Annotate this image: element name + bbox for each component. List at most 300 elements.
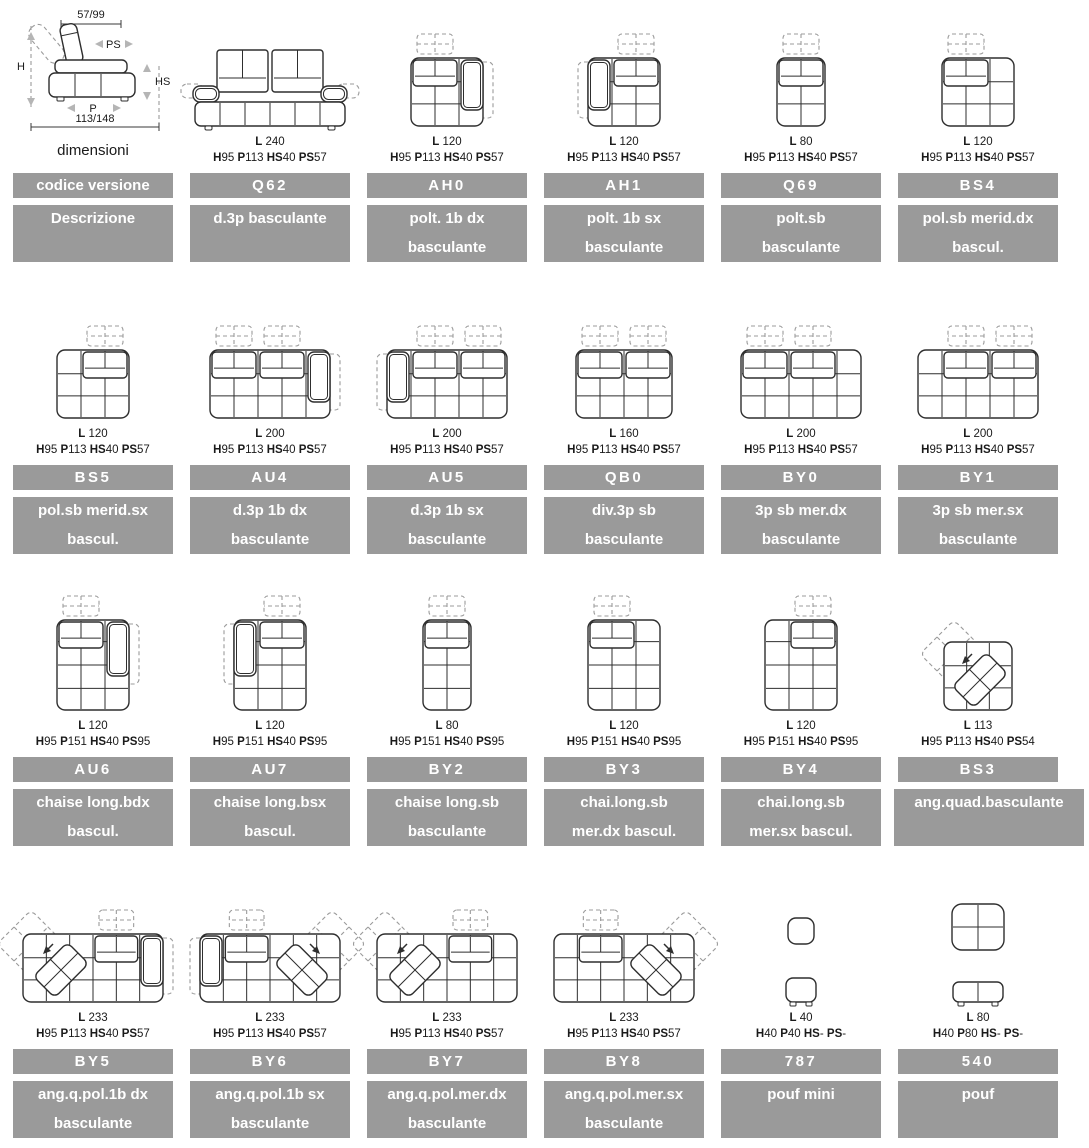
length-dimension (190, 134, 350, 150)
length-dimension (13, 1010, 173, 1026)
dimensions (898, 718, 1058, 750)
spec-dimensions (190, 1026, 350, 1042)
dim-value: 113 (68, 1028, 87, 1040)
product-cell-by7 (367, 884, 527, 1138)
description-badge (544, 497, 704, 554)
dim-value: 120 (796, 720, 816, 732)
dim-value: 120 (973, 136, 993, 148)
dim-value: 200 (442, 428, 462, 440)
description-line: 3p sb mer.dx (755, 502, 847, 519)
dim-label: P (237, 736, 245, 748)
dim-value: 95 (44, 736, 57, 748)
dim-label: P (237, 1028, 246, 1040)
dim-value: 57 (314, 152, 327, 164)
dimensions (13, 426, 173, 458)
top-view-chaise-arm-left-diagram (190, 592, 350, 716)
dim-value: 95 (398, 152, 412, 164)
dim-label: PS (826, 1028, 843, 1040)
dim-label: P (945, 444, 954, 456)
product-cell-by1 (898, 300, 1058, 554)
dim-label: H (35, 736, 45, 748)
length-dimension (721, 1010, 881, 1026)
dim-value: 95 (221, 152, 235, 164)
dim-label: L (78, 720, 86, 732)
dim-label: L (609, 428, 617, 440)
dim-label: HS (620, 152, 637, 164)
dim-value: 57 (845, 444, 858, 456)
dim-value: 95 (314, 736, 328, 748)
dimensions (190, 718, 350, 750)
spec-dimensions (190, 734, 350, 750)
dim-value: 57 (491, 152, 504, 164)
dimensions (13, 718, 173, 750)
spec-dimensions (544, 1026, 704, 1042)
dim-value: 40 (459, 444, 473, 456)
version-code-badge: BS4 (898, 173, 1058, 198)
description-line: chai.long.sb (757, 794, 845, 811)
svg-text:H: H (17, 61, 25, 73)
top-view-sofa-2back-arm-left-diagram (367, 300, 527, 424)
dim-label: L (789, 1012, 797, 1024)
dim-label: HS (266, 1028, 283, 1040)
description-badge (544, 789, 704, 846)
product-cell-by8 (544, 884, 704, 1138)
description-badge (898, 497, 1058, 554)
dim-value: 160 (619, 428, 639, 440)
dim-value: 120 (619, 720, 639, 732)
dim-value: 40 (799, 1012, 813, 1024)
product-cell-bs5 (13, 300, 173, 554)
dimensions (367, 1010, 527, 1042)
product-cell-au7 (190, 592, 350, 846)
dim-value: 57 (491, 1028, 504, 1040)
dim-value: 95 (575, 736, 588, 748)
spec-dimensions (544, 150, 704, 166)
dim-value: 233 (88, 1012, 108, 1024)
spec-dimensions (367, 1026, 527, 1042)
version-code-badge: Q69 (721, 173, 881, 198)
dim-value: 113 (245, 444, 264, 456)
dimensions (544, 1010, 704, 1042)
dimensions (721, 426, 881, 458)
dim-label: P (768, 736, 776, 748)
top-view-chaise-meridienne-right-diagram (544, 592, 704, 716)
length-dimension (13, 426, 173, 442)
dim-value: 113 (422, 444, 441, 456)
dim-label: PS (475, 152, 492, 164)
description-line: polt.sb (776, 210, 826, 227)
dim-value: 40 (105, 444, 119, 456)
dim-value: 40 (105, 1028, 119, 1040)
dim-label: L (963, 428, 971, 440)
version-code-badge: Q62 (190, 173, 350, 198)
dim-value: 40 (106, 736, 119, 748)
dim-label: P (945, 736, 954, 748)
dim-label: PS (475, 1028, 492, 1040)
length-dimension (721, 134, 881, 150)
front-view-3-seater-tilting-diagram (190, 8, 350, 132)
dim-value: 40 (459, 152, 473, 164)
description-badge (544, 205, 704, 262)
dim-label: PS (298, 444, 315, 456)
dim-label: PS (1006, 736, 1023, 748)
length-dimension (721, 718, 881, 734)
dim-label: PS (122, 736, 138, 748)
length-dimension (898, 426, 1058, 442)
dim-label: L (966, 1012, 974, 1024)
dim-label: PS (298, 152, 315, 164)
dim-label: HS (797, 444, 814, 456)
svg-text:57/99: 57/99 (77, 9, 105, 21)
product-cell-ah1 (544, 8, 704, 262)
dim-value: 233 (265, 1012, 285, 1024)
dim-value: - (1019, 1028, 1024, 1040)
dim-value: 57 (314, 1028, 327, 1040)
product-cell-bs4 (898, 8, 1058, 262)
dimensions (898, 426, 1058, 458)
dim-value: 151 (244, 736, 264, 748)
dim-value: 40 (282, 152, 296, 164)
dim-value: 57 (845, 152, 858, 164)
description-badge (721, 497, 881, 554)
dim-value: 40 (941, 1028, 954, 1040)
description-line: pouf mini (767, 1086, 835, 1103)
dim-label: H (390, 152, 399, 164)
dim-value: 113 (245, 1028, 264, 1040)
dim-value: 113 (599, 152, 618, 164)
dimensions (13, 1010, 173, 1042)
product-cell-au4 (190, 300, 350, 554)
dim-value: 95 (575, 1028, 589, 1040)
description-line: 3p sb mer.sx (932, 502, 1024, 519)
dim-value: 80 (799, 136, 813, 148)
dim-value: 95 (668, 736, 682, 748)
dim-value: 95 (44, 444, 58, 456)
description-badge (190, 1081, 350, 1138)
dim-label: L (78, 428, 86, 440)
dim-value: 113 (953, 736, 972, 748)
dim-label: P (237, 152, 246, 164)
description-badge (721, 205, 881, 262)
description-line: bascul. (244, 823, 296, 840)
version-code-badge: AU5 (367, 465, 527, 490)
dim-value: 80 (964, 1028, 978, 1040)
dim-label: L (432, 428, 440, 440)
description-line: d.3p 1b sx (410, 502, 484, 519)
dim-label: L (789, 136, 797, 148)
top-view-sofa-meridienne-right-diagram (721, 300, 881, 424)
description-line: polt. 1b sx (586, 210, 662, 227)
dim-label: HS (974, 152, 991, 164)
version-code-badge: 787 (721, 1049, 881, 1074)
dim-label: PS (475, 444, 492, 456)
dim-value: 40 (636, 1028, 650, 1040)
description-line: bascul. (67, 531, 119, 548)
product-cell-540 (898, 884, 1058, 1138)
spec-dimensions (721, 734, 881, 750)
dim-value: 120 (265, 720, 285, 732)
top-view-chaise-meridienne-left-diagram (721, 592, 881, 716)
description-line: basculante (407, 823, 487, 840)
dim-value: 40 (283, 736, 296, 748)
dim-value: 113 (953, 444, 972, 456)
dim-value: 57 (1022, 152, 1035, 164)
description-header-label: Descrizione (50, 210, 136, 227)
dimensions (721, 1010, 881, 1042)
top-view-meridienne-right-diagram (898, 8, 1058, 132)
dim-value: 120 (619, 136, 639, 148)
dimensions (544, 718, 704, 750)
dim-label: HS (443, 444, 460, 456)
version-code-badge: BY1 (898, 465, 1058, 490)
description-badge (894, 789, 1084, 846)
dim-label: PS (298, 1028, 315, 1040)
dim-label: PS (653, 736, 669, 748)
dim-label: P (957, 1028, 965, 1040)
dim-value: 40 (282, 444, 296, 456)
description-line: basculante (53, 1115, 133, 1132)
pouf-mini-views-diagram (721, 884, 881, 1008)
product-cell-by3 (544, 592, 704, 846)
dim-label: PS (830, 736, 846, 748)
description-line: chaise long.sb (394, 794, 500, 811)
description-line: basculante (938, 531, 1018, 548)
dim-label: L (609, 720, 617, 732)
dimensions (190, 1010, 350, 1042)
dim-value: 95 (491, 736, 505, 748)
product-cell-by6 (190, 884, 350, 1138)
dim-value: 95 (575, 444, 589, 456)
dim-value: 151 (775, 736, 795, 748)
svg-text:HS: HS (155, 76, 171, 88)
dim-label: L (786, 720, 794, 732)
dim-label: L (963, 136, 971, 148)
dim-label: HS (89, 444, 106, 456)
top-view-meridienne-left-diagram (13, 300, 173, 424)
svg-text:P: P (89, 103, 97, 115)
dim-value: 95 (752, 736, 765, 748)
spec-dimensions (898, 150, 1058, 166)
description-line: d.3p 1b dx (232, 502, 308, 519)
version-code-badge: AH0 (367, 173, 527, 198)
version-code-badge: BY2 (367, 757, 527, 782)
dimensions (721, 134, 881, 166)
spec-dimensions (898, 1026, 1058, 1042)
description-badge (367, 1081, 527, 1138)
dim-label: H (921, 444, 930, 456)
dim-value: 200 (796, 428, 816, 440)
dim-label: H (213, 152, 222, 164)
description-line: pouf (961, 1086, 995, 1103)
length-dimension (544, 1010, 704, 1026)
version-code-badge: BS5 (13, 465, 173, 490)
top-view-corner-armchair-arm-left-diagram (190, 884, 350, 1008)
dim-value: 113 (776, 152, 795, 164)
dim-value: 95 (398, 444, 412, 456)
top-view-corner-meridienne-right-diagram (367, 884, 527, 1008)
description-badge (898, 1081, 1058, 1138)
spec-dimensions (367, 150, 527, 166)
product-cell-bs3 (898, 592, 1064, 846)
dim-value: - (819, 1028, 824, 1040)
version-code-badge: BY5 (13, 1049, 173, 1074)
dim-value: 113 (422, 152, 441, 164)
dim-label: P (591, 736, 599, 748)
dim-value: 95 (929, 736, 943, 748)
top-view-corner-meridienne-left-diagram (544, 884, 704, 1008)
dim-label: HS (443, 152, 460, 164)
description-line: mer.sx bascul. (749, 823, 853, 840)
dim-value: 113 (422, 1028, 441, 1040)
version-code-badge: BY0 (721, 465, 881, 490)
description-badge (721, 1081, 881, 1138)
dim-value: 80 (976, 1012, 990, 1024)
dim-value: 40 (636, 152, 650, 164)
dim-value: 120 (88, 428, 108, 440)
dim-value: 57 (137, 444, 150, 456)
dim-label: L (435, 720, 443, 732)
top-view-chaise-arm-right-diagram (13, 592, 173, 716)
dim-value: 95 (929, 152, 943, 164)
description-line: basculante (584, 1115, 664, 1132)
description-line: basculante (407, 239, 487, 256)
dimensions (367, 134, 527, 166)
dim-value: 40 (636, 444, 650, 456)
description-line: ang.q.pol.1b dx (37, 1086, 148, 1103)
description-line: ang.q.pol.mer.dx (387, 1086, 507, 1103)
dim-label: H (921, 152, 930, 164)
top-view-armchair-arm-right-diagram (367, 8, 527, 132)
dim-label: P (60, 736, 68, 748)
code-header-badge: codice versione (13, 173, 173, 198)
length-dimension (898, 718, 1058, 734)
dim-label: PS (829, 444, 846, 456)
dim-label: P (414, 152, 423, 164)
description-badge (13, 1081, 173, 1138)
description-line: ang.quad.basculante (914, 794, 1064, 811)
description-line: basculante (584, 531, 664, 548)
dim-label: P (945, 152, 954, 164)
dim-label: HS (974, 736, 991, 748)
dim-label: HS (90, 736, 107, 748)
dim-label: L (255, 428, 263, 440)
dim-label: H (921, 736, 930, 748)
dim-value: 95 (845, 736, 859, 748)
dim-label: H (567, 1028, 576, 1040)
length-dimension (367, 718, 527, 734)
spec-dimensions (721, 150, 881, 166)
description-line: d.3p basculante (213, 210, 327, 227)
dim-label: H (390, 444, 399, 456)
product-cell-by2 (367, 592, 527, 846)
dim-value: 57 (1022, 444, 1035, 456)
dim-value: 40 (459, 1028, 473, 1040)
dim-label: P (591, 1028, 600, 1040)
dim-label: H (212, 736, 222, 748)
dim-value: 151 (421, 736, 441, 748)
legend-cell (13, 8, 173, 262)
dim-value: - (842, 1028, 847, 1040)
spec-dimensions (190, 442, 350, 458)
dim-value: 40 (787, 1028, 801, 1040)
dim-value: 95 (575, 152, 589, 164)
description-line: polt. 1b dx (409, 210, 485, 227)
top-view-corner-armchair-arm-right-diagram (13, 884, 173, 1008)
dim-label: PS (121, 444, 138, 456)
dim-label: L (432, 136, 440, 148)
dim-value: 200 (265, 428, 285, 440)
description-line: basculante (407, 1115, 487, 1132)
dim-value: 57 (668, 1028, 681, 1040)
dim-value: 95 (929, 444, 943, 456)
dim-value: 200 (973, 428, 993, 440)
version-code-badge: BY6 (190, 1049, 350, 1074)
dim-label: P (414, 1028, 423, 1040)
spec-dimensions (544, 442, 704, 458)
dim-value: 57 (137, 1028, 150, 1040)
description-line: ang.q.pol.1b sx (215, 1086, 325, 1103)
spec-dimensions (367, 734, 527, 750)
dim-label: H (743, 736, 753, 748)
length-dimension (721, 426, 881, 442)
dim-label: P (768, 152, 777, 164)
version-code-badge: BS3 (898, 757, 1058, 782)
dim-label: P (60, 1028, 69, 1040)
dim-label: P (591, 152, 600, 164)
legend-title: dimensioni (57, 141, 129, 159)
product-cell-by5 (13, 884, 173, 1138)
description-line: pol.sb merid.dx (922, 210, 1034, 227)
dim-value: 113 (973, 720, 993, 732)
product-cell-q69 (721, 8, 881, 262)
dim-value: 113 (599, 1028, 618, 1040)
svg-text:113/148: 113/148 (75, 113, 115, 125)
length-dimension (367, 134, 527, 150)
dim-label: HS (266, 152, 283, 164)
version-code-badge: QB0 (544, 465, 704, 490)
product-cell-ah0 (367, 8, 527, 262)
product-cell-au6 (13, 592, 173, 846)
dim-value: 151 (67, 736, 87, 748)
description-badge (13, 789, 173, 846)
description-line: chaise long.bsx (213, 794, 327, 811)
dim-value: 95 (752, 152, 766, 164)
description-line: mer.dx bascul. (571, 823, 677, 840)
dim-value: 40 (764, 1028, 777, 1040)
spec-dimensions (721, 442, 881, 458)
dim-label: HS (797, 152, 814, 164)
dim-label: HS (267, 736, 284, 748)
length-dimension (367, 1010, 527, 1026)
dim-label: PS (829, 152, 846, 164)
dim-label: P (591, 444, 600, 456)
dim-label: P (414, 736, 422, 748)
description-header-badge (13, 205, 173, 262)
dim-value: 240 (265, 136, 285, 148)
dim-label: HS (798, 736, 815, 748)
description-badge (898, 205, 1058, 262)
dim-label: L (78, 1012, 86, 1024)
description-line: basculante (407, 531, 487, 548)
dim-label: PS (121, 1028, 138, 1040)
description-badge (13, 497, 173, 554)
dim-value: 151 (598, 736, 618, 748)
dim-value: 113 (953, 152, 972, 164)
dim-label: P (768, 444, 777, 456)
dim-value: 95 (221, 1028, 235, 1040)
dim-label: PS (1003, 1028, 1020, 1040)
dim-value: 113 (68, 444, 87, 456)
